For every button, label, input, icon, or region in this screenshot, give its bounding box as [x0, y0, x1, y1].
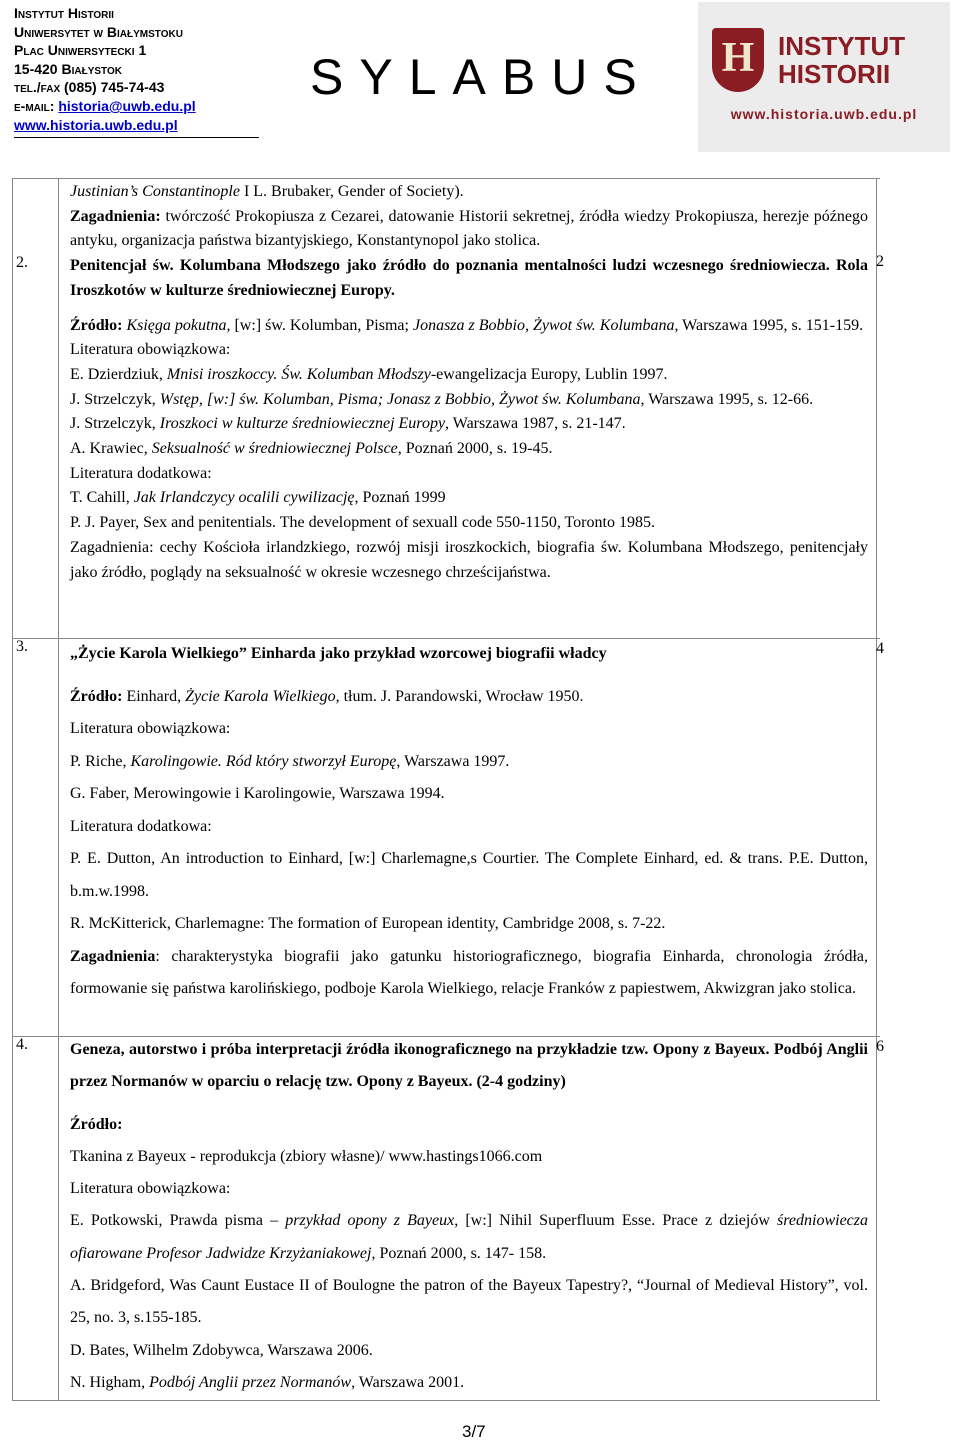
text-span: przykład opony z Bayeux — [285, 1212, 455, 1230]
text-span: A. Krawiec, — [70, 440, 152, 458]
text-span: J. Strzelczyk, — [70, 415, 160, 433]
text-span: E. Dzierdziuk, — [70, 365, 167, 383]
logo-letter: H — [721, 35, 755, 81]
table-border — [12, 178, 880, 179]
logo-line: INSTYTUT — [778, 31, 906, 61]
institute-logo — [698, 2, 950, 152]
text-span: Justinian’s Constantinople — [70, 183, 240, 200]
text-span: , Warszawa 1995, s. 151-159. — [674, 316, 864, 334]
text-span: Jak Irlandczycy ocalili cywilizację — [133, 489, 355, 507]
text-span: , Warszawa 1997. — [396, 752, 510, 770]
bibliography-entry — [70, 1367, 868, 1399]
section-label: Literatura obowiązkowa: — [70, 1180, 231, 1198]
page-title: SYLABUS — [310, 49, 653, 105]
email-link[interactable]: historia@uwb.edu.pl — [58, 97, 196, 114]
hours-count: 2 — [876, 253, 884, 270]
text-span: J. Strzelczyk, — [70, 390, 160, 408]
email-line — [14, 97, 196, 116]
table-border — [58, 178, 59, 1400]
continued-text — [70, 180, 868, 205]
bibliography-entry — [70, 486, 868, 511]
text-span: Źródło: — [70, 316, 123, 334]
text-span: Jonasza z Bobbio, Żywot św. Kolumbana — [408, 316, 675, 334]
text-span: [w:] św. Kolumban, Pisma; — [230, 316, 409, 334]
section-label: Literatura dodatkowa: — [70, 817, 212, 835]
text-span: , Warszawa 1987, s. 21-147. — [445, 415, 626, 433]
source-entry: Tkanina z Bayeux - reprodukcja (zbiory własne)/ www.hastings1066.com — [70, 1147, 543, 1165]
section-label: Źródło: — [70, 1115, 123, 1133]
bibliography-entry: G. Faber, Merowingowie i Karolingowie, Warszawa 1994. — [70, 785, 445, 802]
shield-icon — [712, 28, 764, 92]
topic-title: Penitencjał św. Kolumbana Młodszego jako źródło do poznania mentalności ludzi wczesnego średniowiecza. Rola Iroszkotów w kulturze średniowiecznej Europy. — [70, 257, 868, 299]
text-span: P. Riche, — [70, 752, 131, 770]
text-span: N. Higham, — [70, 1373, 150, 1391]
text-span: twórczość Prokopiusza z Cezarei, datowanie Historii sekretnej, źródła wiedzy Prokopiusza, herezje późnego antyku, organizacja państwa bizantyjskiego, Konstantynopol jako stolica. — [70, 207, 868, 250]
text-span: : charakterystyka biografii jako gatunku historiograficznego, biografia Einharda, chronologia źródła, formowanie się państwa karolińskiego, podboje Karola Wielkiego, relacje Franków z papiestwem, Akwizgran jako stolica. — [70, 947, 868, 997]
bibliography-entry — [70, 1205, 868, 1270]
section-label: Literatura obowiązkowa: — [70, 341, 231, 359]
topics-paragraph: Zagadnienia: cechy Kościoła irlandzkiego, rozwój misji iroszkockich, biografia św. Kolumbana Młodszego, penitencjały jako źródło, poglądy na seksualność w okresie wczesnego chrześcijaństwa. — [70, 538, 868, 581]
bibliography-entry — [70, 363, 868, 388]
topic-title: „Życie Karola Wielkiego” Einharda jako przykład wzorcowej biografii władcy — [70, 645, 607, 662]
row-3-content — [70, 638, 868, 1006]
table-border — [12, 1400, 880, 1401]
row-4-content — [70, 1034, 868, 1399]
hours-count: 4 — [876, 640, 884, 657]
text-span: Zagadnienia: — [70, 207, 161, 225]
source-entry — [70, 681, 868, 714]
text-span: , Poznań 2000, s. 19-45. — [397, 440, 553, 458]
topics-paragraph — [70, 941, 868, 1006]
bibliography-entry — [70, 746, 868, 779]
address-line: 15-420 Białystok — [14, 60, 122, 77]
header-divider — [14, 137, 259, 138]
logo-line: HISTORII — [778, 59, 891, 89]
text-span: Wstęp, [w:] św. Kolumban, Pisma; Jonasz z Bobbio, Żywot św. Kolumbana — [159, 390, 641, 408]
section-label: Literatura dodatkowa: — [70, 464, 212, 482]
text-span: T. Cahill, — [70, 489, 134, 507]
text-span: Życie Karola Wielkiego — [185, 687, 336, 705]
table-border — [876, 178, 877, 1400]
bibliography-entry: R. McKitterick, Charlemagne: The formation of European identity, Cambridge 2008, s. 7-22. — [70, 915, 666, 932]
text-span: Źródło: — [70, 687, 123, 705]
text-span: Księga pokutna, — [122, 316, 231, 334]
text-span: średniowiecza ofiarowane Profesor Jadwidze Krzyżaniakowej — [70, 1212, 868, 1262]
text-span: Seksualność w średniowiecznej Polsce — [151, 440, 398, 458]
text-span: Podbój Anglii przez Normanów — [149, 1373, 352, 1391]
row-2-content — [70, 180, 868, 585]
text-span: Iroszkoci w kulturze średniowiecznej Europy — [159, 415, 446, 433]
page-number: 3/7 — [462, 1422, 486, 1441]
address-line: Uniwersytet w Białymstoku — [14, 23, 183, 40]
bibliography-entry: D. Bates, Wilhelm Zdobywca, Warszawa 2006. — [70, 1341, 373, 1359]
institute-address — [14, 4, 196, 134]
text-span: , Poznań 2000, s. 147- 158. — [371, 1244, 547, 1262]
table-border — [12, 178, 13, 1400]
section-label: Literatura obowiązkowa: — [70, 720, 231, 737]
text-span: Mnisi iroszkoccy. Św. Kolumban Młodszy — [166, 365, 431, 383]
website-link[interactable]: www.historia.uwb.edu.pl — [14, 116, 178, 133]
text-span: , Poznań 1999 — [354, 489, 446, 507]
topics-paragraph — [70, 205, 868, 254]
bibliography-entry — [70, 412, 868, 437]
logo-url: www.historia.uwb.edu.pl — [730, 106, 918, 122]
row-number: 3. — [16, 638, 28, 655]
text-span: Einhard, — [122, 687, 186, 705]
hours-count: 6 — [876, 1038, 884, 1055]
address-line: tel./fax (085) 745-74-43 — [14, 79, 165, 96]
row-number: 2. — [16, 254, 28, 271]
text-span: , tłum. J. Parandowski, Wrocław 1950. — [335, 687, 584, 705]
text-span: , [w:] Nihil Superfluum Esse. Prace z dziejów — [454, 1212, 778, 1230]
source-entry — [70, 314, 868, 339]
logo-text — [778, 32, 905, 88]
text-span: -ewangelizacja Europy, Lublin 1997. — [430, 365, 668, 383]
email-label: e-mail: — [14, 97, 59, 114]
topic-title: Geneza, autorstwo i próba interpretacji źródła ikonograficznego na przykładzie tzw. Opony z Bayeux. Podbój Anglii przez Normanów w oparciu o relację tzw. Opony z Bayeux. (2-4 godziny) — [70, 1041, 868, 1091]
bibliography-entry — [70, 437, 868, 462]
text-span: Zagadnienia — [70, 947, 156, 965]
bibliography-entry: P. J. Payer, Sex and penitentials. The development of sexuall code 550-1150, Toronto 1985. — [70, 514, 655, 532]
bibliography-entry: A. Bridgeford, Was Caunt Eustace II of Boulogne the patron of the Bayeux Tapestry?, “Journal of Medieval History”, vol. 25, no. 3, s.155-185. — [70, 1277, 868, 1327]
text-span: E. Potkowski, Prawda pisma – — [70, 1212, 286, 1230]
text-span: Karolingowie. Ród który stworzył Europę — [130, 752, 397, 770]
address-line: Instytut Historii — [14, 5, 114, 21]
text-span: , Warszawa 2001. — [351, 1373, 465, 1391]
bibliography-entry: P. E. Dutton, An introduction to Einhard, [w:] Charlemagne,s Courtier. The Complete Einhard, ed. & trans. P.E. Dutton, b.m.w.1998. — [70, 850, 868, 900]
text-span: , Warszawa 1995, s. 12-66. — [640, 390, 814, 408]
bibliography-entry — [70, 388, 868, 413]
address-line: Plac Uniwersytecki 1 — [14, 42, 147, 59]
row-number: 4. — [16, 1036, 28, 1053]
text-span: I L. Brubaker, Gender of Society). — [239, 183, 464, 200]
